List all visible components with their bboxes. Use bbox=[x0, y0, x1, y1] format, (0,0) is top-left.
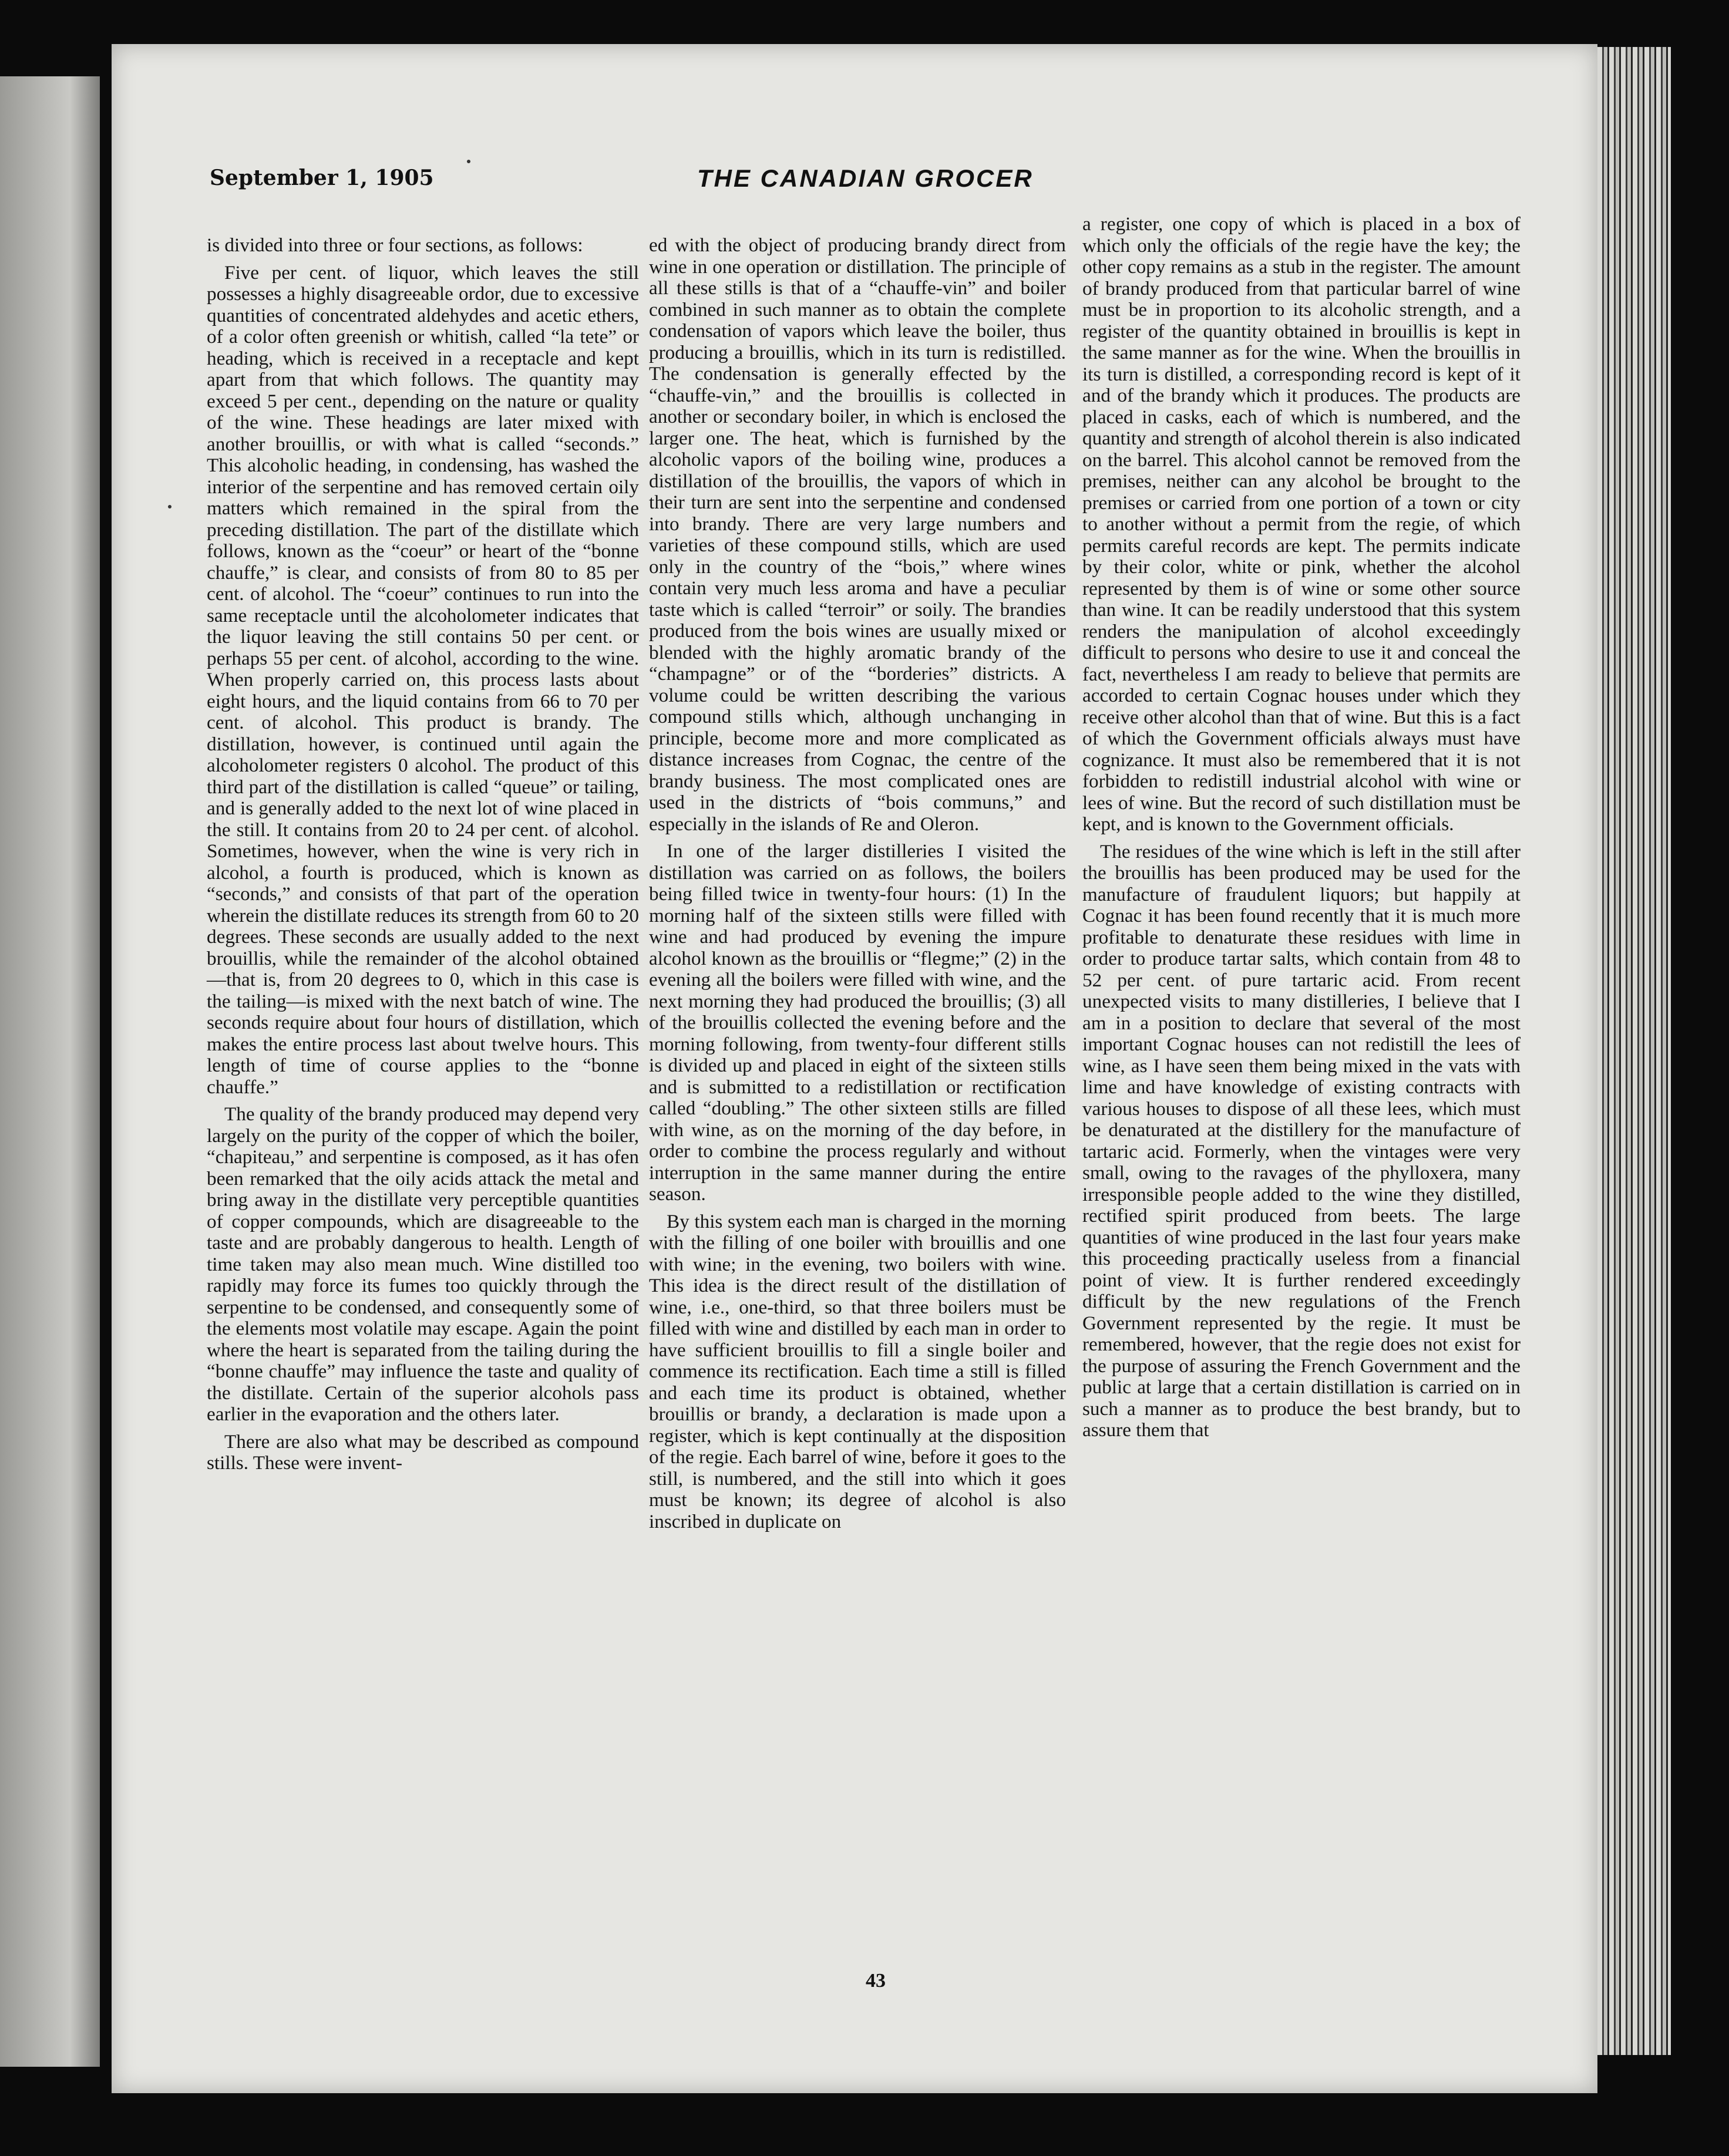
issue-date: September 1, 1905 bbox=[210, 166, 434, 190]
column-2-paragraph-2: In one of the larger distilleries I visited the distillation was carried on as follows, the boilers being filled twice in twenty-four hours: (1) In the morning half of the sixteen stills were filled with wine and had produced by evening the impure alcohol known as the brouillis or “flegme;” (2) in the evening all the boilers were filled with wine, and the next morning they had produced the brouillis; (3) all of the brouillis collected the evening before and the morning following, from twenty-four different stills is divided up and placed in eight of the sixteen stills and is submitted to a redistillation or rectification called “doubling.” The other sixteen stills are filled with wine, as on the morning of the day before, in order to combine the process regularly and without interruption in the same manner during the entire season. bbox=[649, 840, 1066, 1205]
publication-title: THE CANADIAN GROCER bbox=[697, 164, 1034, 192]
text-column-2 bbox=[649, 235, 1066, 1532]
column-1-paragraph-4: There are also what may be described as compound stills. These were invent- bbox=[207, 1430, 639, 1474]
column-1-paragraph-2: Five per cent. of liquor, which leaves the still possesses a highly disagreeable ordor, due to excessive quantities of concentrated aldehydes and acetic ethers, of a color often greenish or whitish, called “la tete” or heading, which is received in a receptacle and kept apart from that which follows. The quantity may exceed 5 per cent., depending on the nature or quality of the wine. These headings are later mixed with another brouillis, or with what is called “seconds.” This alcoholic heading, in condensing, has washed the interior of the serpentine and has removed certain oily matters which remained in the spiral from the preceding distillation. The part of the distillate which follows, known as the “coeur” or heart of the “bonne chauffe,” is clear, and consists of from 80 to 85 per cent. of alcohol. The “coeur” continues to run into the same receptacle until the alcoholometer indicates that the liquor leaving the still contains 50 per cent. or perhaps 55 per cent. of alcohol, according to the wine. When properly carried on, this process lasts about eight hours, and the liquid contains from 66 to 70 per cent. of alcohol. This product is brandy. The distillation, however, is continued until again the alcoholometer registers 0 alcohol. The product of this third part of the distillation is called “queue” or tailing, and is generally added to the next lot of wine placed in the still. It contains from 20 to 24 per cent. of alcohol. Sometimes, however, when the wine is very rich in alcohol, a fourth is produced, which is known as “seconds,” and consists of that part of the operation wherein the distillate reduces its strength from 60 to 20 degrees. These seconds are usually added to the next brouillis, while the remainder of the alcohol obtained—that is, from 20 degrees to 0, which in this case is the tailing—is mixed with the next batch of wine. The seconds require about four hours of distillation, which makes the entire process last about twelve hours. This length of time of course applies to the “bonne chauffe.” bbox=[207, 261, 639, 1098]
ink-speck bbox=[168, 505, 171, 508]
column-1-paragraph-3: The quality of the brandy produced may depend very largely on the purity of the copper of which the boiler, “chapiteau,” and serpentine is composed, as it has ofen been remarked that the oily acids attack the metal and bring away in the distillate very perceptible quantities of copper compounds, which are disagreeable to the taste and are probably dangerous to health. Length of time taken may also mean much. Wine distilled too rapidly may force its fumes too quickly through the serpentine to be condensed, and consequently some of the elements most volatile may escape. Again the point where the heart is separated from the tailing during the “bonne chauffe” may influence the taste and quality of the distillate. Certain of the superior alcohols pass earlier in the evaporation and the others later. bbox=[207, 1103, 639, 1425]
page-header bbox=[210, 164, 1549, 200]
column-3-paragraph-1: a register, one copy of which is placed in a box of which only the officials of the regie have the key; the other copy remains as a stub in the register. The amount of brandy produced from that particular barrel of wine must be in proportion to its alcoholic strength, and a register of the quantity obtained in brouillis is kept in the same manner as for the wine. When the brouillis in its turn is distilled, a corresponding record is kept of it and of the brandy which it produces. The products are placed in casks, each of which is numbered, and the quantity and strength of alcohol therein is also indicated on the barrel. This alcohol cannot be removed from the premises, neither can any alcohol be brought to the premises or carried from one portion of a town or city to another without a permit from the regie, of which permits careful records are kept. The permits indicate by their color, white or pink, whether the alcohol represented by them is of wine or some other source than wine. It can be readily understood that this system renders the manipulation of alcohol exceedingly difficult to persons who desire to use it and conceal the fact, nevertheless I am ready to believe that permits are accorded to certain Cognac houses under which they receive other alcohol than that of wine. But this is a fact of which the Government officials always must have cognizance. It must also be remembered that it is not forbidden to redistill industrial alcohol with wine or lees of wine. But the record of such distillation must be kept, and is known to the Government officials. bbox=[1082, 213, 1521, 835]
column-2-paragraph-1: ed with the object of producing brandy direct from wine in one operation or distillation. The principle of all these stills is that of a “chauffe-vin” and boiler combined in such manner as to obtain the complete condensation of vapors which leave the boiler, thus producing a brouillis, which in its turn is redistilled. The condensation is generally effected by the “chauffe-vin,” and the brouillis is collected in another or secondary boiler, in which is enclosed the larger one. The heat, which is furnished by the alcoholic vapors of the boiling wine, produces a distillation of the brouillis, the vapors of which in their turn are sent into the serpentine and condensed into brandy. There are very large numbers and varieties of these compound stills, which are used only in the country of the “bois,” where wines contain very much less aroma and have a peculiar taste which is called “terroir” or soily. The brandies produced from the bois wines are usually mixed or blended with the highly aromatic brandy of the “champagne” or of the “borderies” districts. A volume could be written describing the various compound stills which, although unchanging in principle, become more and more complicated as distance increases from Cognac, the centre of the brandy business. The most complicated ones are used in the districts of “bois communs,” and especially in the islands of Re and Oleron. bbox=[649, 234, 1066, 835]
text-column-1 bbox=[207, 235, 639, 1474]
text-column-3 bbox=[1082, 214, 1521, 1441]
ink-speck bbox=[467, 160, 470, 163]
column-1-paragraph-1: is divided into three or four sections, as follows: bbox=[207, 234, 583, 256]
page-number: 43 bbox=[866, 1970, 886, 1992]
column-2-paragraph-3: By this system each man is charged in the morning with the filling of one boiler with brouillis and one with wine; in the evening, two boilers with wine. This idea is the direct result of the distillation of wine, i.e., one-third, so that three boilers must be filled with wine and distilled by each man in order to have sufficient brouillis to fill a single boiler and commence its rectification. Each time a still is filled and each time its product is obtained, whether brouillis or brandy, a declaration is made upon a register, which is kept continually at the disposition of the regie. Each barrel of wine, before it goes to the still, is numbered, and the still into which it goes must be known; its degree of alcohol is also inscribed in duplicate on bbox=[649, 1210, 1066, 1532]
page-stack-edges bbox=[1597, 47, 1671, 2055]
facing-page-edge bbox=[0, 76, 100, 2067]
column-3-paragraph-2: The residues of the wine which is left in the still after the brouillis has been produced may be used for the manufacture of fraudulent liquors; but happily at Cognac it has been found recently that it is much more profitable to denaturate these residues with lime in order to produce tartar salts, which contain from 48 to 52 per cent. of pure tartaric acid. From recent unexpected visits to many distilleries, I believe that I am in a position to declare that several of the most important Cognac houses can not redistill the lees of wine, as I have seen them being mixed in the vats with lime and have knowledge of existing contracts with various houses to dispose of all these lees, which must be denaturated at the distillery for the manufacture of tartaric acid. Formerly, when the vintages were very small, owing to the ravages of the phylloxera, many irresponsible people added to the wine they distilled, rectified spirit produced from beets. The large quantities of wine produced in the last four years make this proceeding practically useless from a financial point of view. It is further rendered exceedingly difficult by the new regulations of the French Government represented by the regie. It must be remembered, however, that the regie does not exist for the purpose of assuring the French Government and the public at large that a certain distillation is carried on in such a manner as to produce the best brandy, but to assure them that bbox=[1082, 840, 1521, 1441]
